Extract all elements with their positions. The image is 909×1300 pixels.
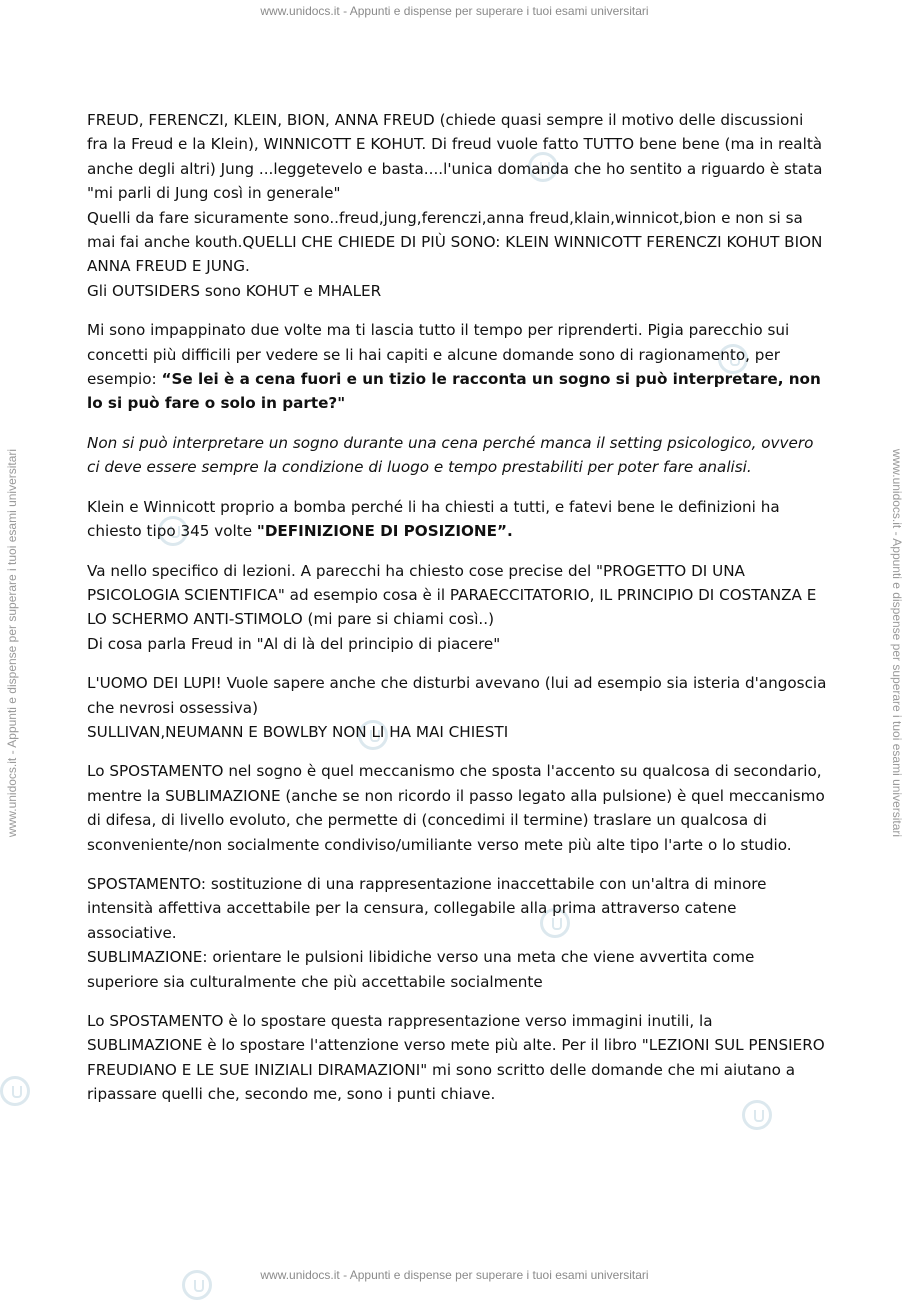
example-question: “Se lei è a cena fuori e un tizio le racconta un sogno si può interpretare, non lo si può fare o solo in parte?" (87, 370, 821, 413)
topics-line: Gli OUTSIDERS sono KOHUT e MHALER (87, 281, 382, 300)
lessons-line: Di cosa parla Freud in "Al di là del principio di piacere" (87, 634, 501, 653)
paragraph-klein-winnicott (87, 495, 827, 544)
header-watermark: www.unidocs.it - Appunti e dispense per superare i tuoi esami universitari (260, 4, 649, 18)
wolf-man-line: L'UOMO DEI LUPI! Vuole sapere anche che disturbi avevano (lui ad esempio sia isteria d'angoscia che nevrosi ossessiva) (87, 674, 827, 717)
topics-line: FREUD, FERENCZI, KLEIN, BION, ANNA FREUD (chiede quasi sempre il motivo delle discussioni fra la Freud e la Klein), WINNICOTT E KOHUT. Di freud vuole fatto TUTTO bene bene (ma in realtà anche degli altri) Jung ...leggetevelo e basta....l'unica domanda che ho sentito a riguardo è stata "mi parli di Jung così in generale" (87, 111, 823, 203)
topics-line: Quelli da fare sicuramente sono..freud,jung,ferenczi,anna freud,klain,winnicot,bion e non si sa mai fai anche kouth.QUELLI CHE CHIEDE DI PIÙ SONO: KLEIN WINNICOTT FERENCZI KOHUT BION ANNA FREUD E JUNG. (87, 208, 823, 276)
definition-line: SUBLIMAZIONE: orientare le pulsioni libidiche verso una meta che viene avvertita come superiore sia culturalmente che più accettabile socialmente (87, 948, 755, 991)
watermark-logo-icon (0, 1076, 30, 1106)
definition-line: SPOSTAMENTO: sostituzione di una rappresentazione inaccettabile con un'altra di minore intensità affettiva accettabile per la censura, collegabile alla prima attraverso catene associative. (87, 874, 767, 942)
experience-text: Mi sono impappinato due volte ma ti lascia tutto il tempo per riprenderti. Pigia parecchio sui concetti più difficili per vedere se li hai capiti e alcune domande sono di ragionamento, per esempio: (87, 321, 790, 389)
paragraph-answer: Non si può interpretare un sogno durante una cena perché manca il setting psicologico, ovvero ci deve essere sempre la condizione di luogo e tempo prestabiliti per poter fare analisi. (87, 433, 814, 477)
paragraph-displacement-sublimation: Lo SPOSTAMENTO nel sogno è quel meccanismo che sposta l'accento su qualcosa di secondario, mentre la SUBLIMAZIONE (anche se non ricordo il passo legato alla pulsione) è quel meccanismo di difesa, di livello evoluto, che permette di (concedimi il termine) traslare un qualcosa di sconveniente/non socialmente condiviso/umiliante verso mete più alte tipo l'arte o lo studio. (87, 762, 825, 854)
left-watermark: www.unidocs.it - Appunti e dispense per superare i tuoi esami universitari (5, 448, 19, 838)
watermark-logo-icon (182, 1270, 212, 1300)
paragraph-lessons (87, 559, 827, 657)
paragraph-exam-topics (87, 108, 827, 303)
document-body (87, 108, 827, 1122)
footer-watermark: www.unidocs.it - Appunti e dispense per superare i tuoi esami universitari (260, 1268, 649, 1282)
lessons-line: Va nello specifico di lezioni. A parecchi ha chiesto cose precise del "PROGETTO DI UNA PSICOLOGIA SCIENTIFICA" ad esempio cosa è il PARAECCITATORIO, IL PRINCIPIO DI COSTANZA E LO SCHERMO ANTI-STIMOLO (mi pare si chiami così..) (87, 561, 817, 629)
definition-highlight: "DEFINIZIONE DI POSIZIONE”. (256, 522, 513, 541)
wolf-man-line: SULLIVAN,NEUMANN E BOWLBY NON LI HA MAI CHIESTI (87, 722, 509, 741)
klein-text: Klein e Winnicott proprio a bomba perché li ha chiesti a tutti, e fatevi bene le definizioni ha chiesto tipo 345 volte (87, 497, 780, 541)
paragraph-exam-experience (87, 318, 827, 416)
paragraph-definitions (87, 872, 827, 994)
paragraph-wolf-man (87, 671, 827, 744)
paragraph-summary: Lo SPOSTAMENTO è lo spostare questa rappresentazione verso immagini inutili, la SUBLIMAZIONE è lo spostare l'attenzione verso mete più alte. Per il libro "LEZIONI SUL PENSIERO FREUDIANO E LE SUE INIZIALI DIRAMAZIONI" mi sono scritto delle domande che mi aiutano a ripassare quelli che, secondo me, sono i punti chiave. (87, 1012, 825, 1104)
right-watermark: www.unidocs.it - Appunti e dispense per superare i tuoi esami universitari (890, 448, 904, 838)
